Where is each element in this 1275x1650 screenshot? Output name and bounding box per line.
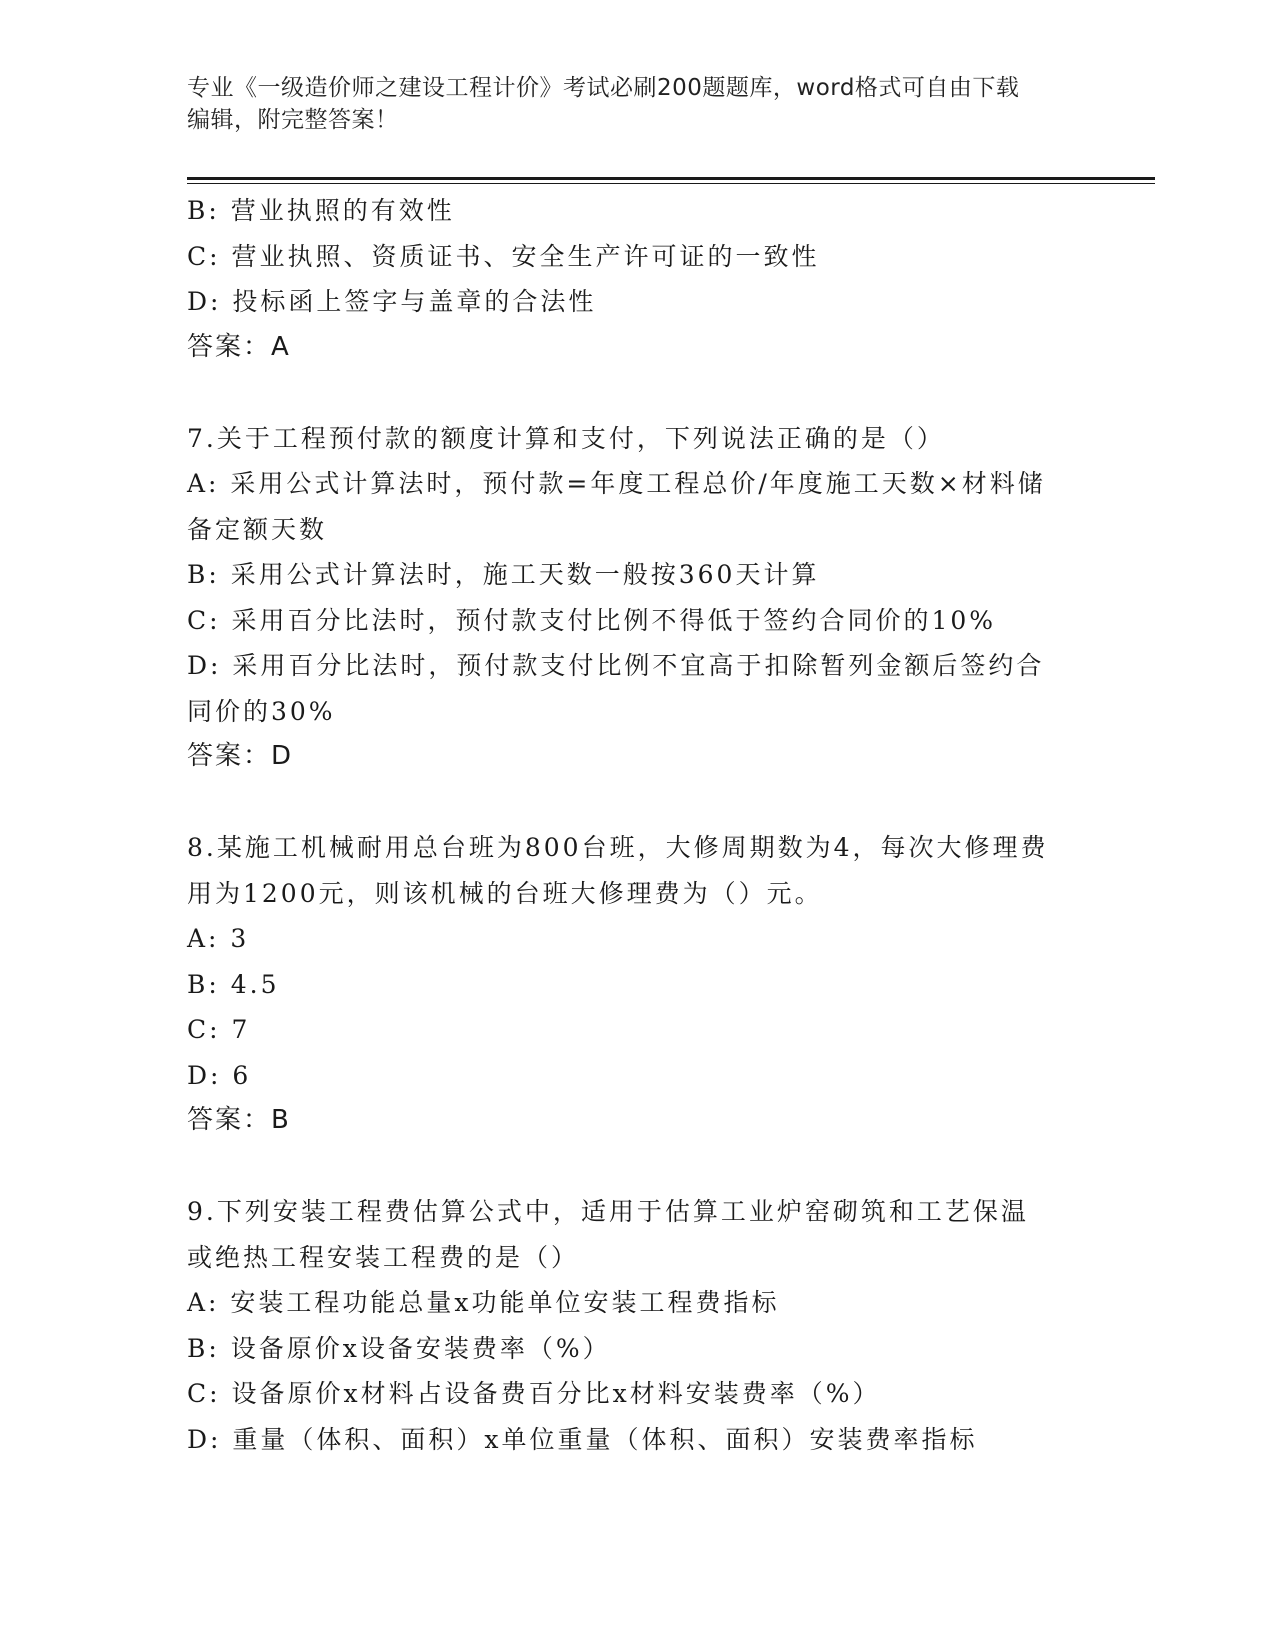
spacer: [187, 370, 1087, 416]
q9-option-b: B: 设备原价x设备安装费率（%）: [187, 1333, 611, 1363]
q9-option-d: D: 重量（体积、面积）x单位重量（体积、面积）安装费率指标: [187, 1424, 978, 1454]
spacer: [187, 780, 1087, 826]
q7-option-b: B: 采用公式计算法时，施工天数一般按360天计算: [187, 560, 820, 589]
q8-answer: 答案：B: [187, 1105, 291, 1135]
q8-stem-line-2: 用为1200元，则该机械的台班大修理费为（）元。: [187, 878, 823, 908]
header-line-2: 编辑，附完整答案！: [187, 107, 399, 133]
header-line-1: 专业《一级造价师之建设工程计价》考试必刷200题题库，word格式可自由下载: [187, 75, 1020, 101]
header-rule-thick: [187, 177, 1155, 180]
q7-stem: 7.关于工程预付款的额度计算和支付，下列说法正确的是（）: [187, 423, 945, 453]
q9-stem-line-2: 或绝热工程安装工程费的是（）: [187, 1242, 580, 1272]
q9-stem-line-1: 9.下列安装工程费估算公式中，适用于估算工业炉窑砌筑和工艺保温: [187, 1197, 1029, 1226]
q8-option-c: C: 7: [187, 1015, 251, 1044]
q8-option-b: B: 4.5: [187, 969, 280, 999]
question-9-block: [187, 1189, 1087, 1462]
q6-option-b: B: 营业执照的有效性: [187, 196, 455, 225]
q8-stem-line-1: 8.某施工机械耐用总台班为800台班，大修周期数为4，每次大修理费: [187, 833, 1049, 862]
q6-answer: 答案：A: [187, 331, 291, 362]
q7-option-d-line-1: D: 采用百分比法时，预付款支付比例不宜高于扣除暂列金额后签约合: [187, 651, 1045, 680]
question-6-block: [187, 188, 1087, 370]
q7-option-a-line-1: A: 采用公式计算法时，预付款=年度工程总价/年度施工天数×材料储: [187, 469, 1046, 498]
q6-option-d: D: 投标函上签字与盖章的合法性: [187, 287, 597, 316]
q7-option-a-line-2: 备定额天数: [187, 514, 328, 544]
q9-option-a: A: 安装工程功能总量x功能单位安装工程费指标: [187, 1288, 780, 1317]
header-rule-thin: [187, 183, 1155, 184]
question-8-block: [187, 825, 1087, 1144]
question-content: [187, 188, 1087, 1462]
q8-option-d: D: 6: [187, 1060, 252, 1090]
q6-option-c: C: 营业执照、资质证书、安全生产许可证的一致性: [187, 241, 820, 271]
q9-option-c: C: 设备原价x材料占设备费百分比x材料安装费率（%）: [187, 1379, 881, 1408]
q7-option-d-line-2: 同价的30%: [187, 696, 336, 726]
question-7-block: [187, 416, 1087, 780]
page-header: [187, 72, 1067, 136]
q7-option-c: C: 采用百分比法时，预付款支付比例不得低于签约合同价的10%: [187, 605, 997, 635]
q8-option-a: A: 3: [187, 924, 250, 953]
q7-answer: 答案：D: [187, 741, 294, 771]
spacer: [187, 1144, 1087, 1190]
